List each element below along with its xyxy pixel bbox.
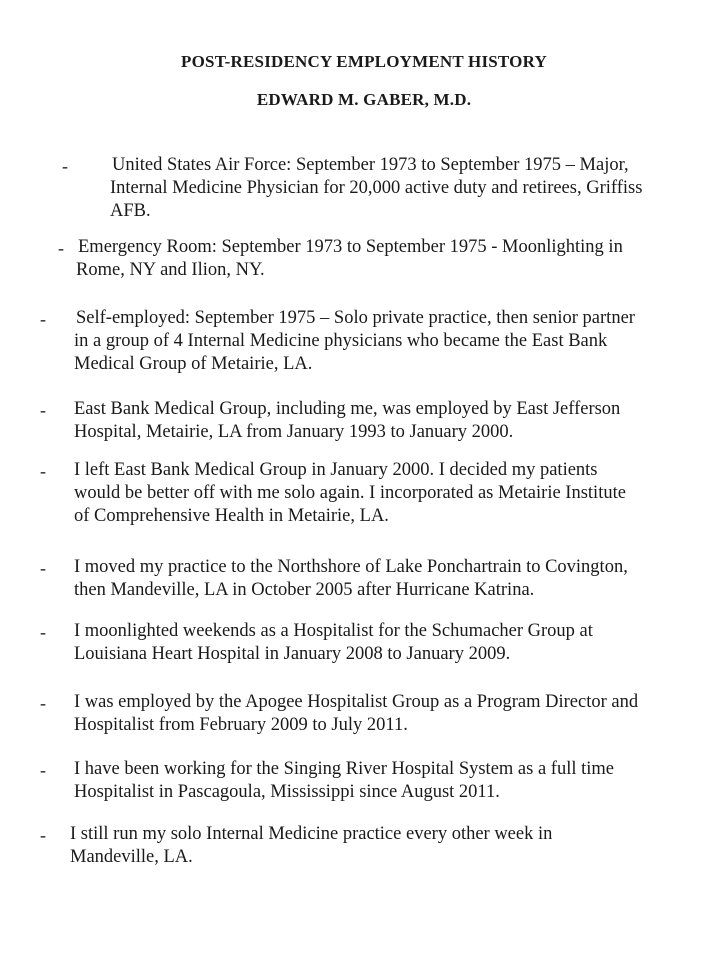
item-text-line: Hospital, Metairie, LA from January 1993 to January 2000.: [74, 422, 514, 442]
item-text-line: Self-employed: September 1975 – Solo private practice, then senior partner: [76, 308, 635, 328]
item-text-line: AFB.: [110, 201, 151, 221]
bullet-dash: -: [40, 309, 46, 329]
bullet-dash: -: [58, 238, 64, 258]
item-text-line: I moved my practice to the Northshore of Lake Ponchartrain to Covington,: [74, 557, 628, 577]
item-text-line: Rome, NY and Ilion, NY.: [76, 260, 265, 280]
item-text-line: United States Air Force: September 1973 to September 1975 – Major,: [112, 155, 629, 175]
item-text-line: East Bank Medical Group, including me, was employed by East Jefferson: [74, 399, 621, 419]
item-text-line: in a group of 4 Internal Medicine physicians who became the East Bank: [74, 331, 608, 351]
bullet-dash: -: [40, 400, 46, 420]
item-text-line: Hospitalist from February 2009 to July 2011.: [74, 715, 408, 735]
bullet-dash: -: [62, 156, 68, 176]
item-text-line: Mandeville, LA.: [70, 847, 193, 867]
item-text-line: Internal Medicine Physician for 20,000 active duty and retirees, Griffiss: [110, 178, 643, 198]
item-text-line: I moonlighted weekends as a Hospitalist for the Schumacher Group at: [74, 621, 593, 641]
bullet-dash: -: [40, 622, 46, 642]
item-text-line: of Comprehensive Health in Metairie, LA.: [74, 506, 389, 526]
item-text-line: Emergency Room: September 1973 to September 1975 - Moonlighting in: [78, 237, 623, 257]
item-text-line: Hospitalist in Pascagoula, Mississippi since August 2011.: [74, 782, 500, 802]
item-text-line: then Mandeville, LA in October 2005 after Hurricane Katrina.: [74, 580, 535, 600]
item-text-line: Medical Group of Metairie, LA.: [74, 354, 313, 374]
author-name: EDWARD M. GABER, M.D.: [256, 90, 472, 109]
bullet-dash: -: [40, 461, 46, 481]
item-text-line: I left East Bank Medical Group in January 2000. I decided my patients: [74, 460, 598, 480]
item-text-line: I still run my solo Internal Medicine practice every other week in: [70, 824, 553, 844]
item-text-line: Louisiana Heart Hospital in January 2008 to January 2009.: [74, 644, 511, 664]
item-text-line: would be better off with me solo again. I incorporated as Metairie Institute: [74, 483, 626, 503]
bullet-dash: -: [40, 825, 46, 845]
item-text-line: I have been working for the Singing River Hospital System as a full time: [74, 759, 614, 779]
item-text-line: I was employed by the Apogee Hospitalist Group as a Program Director and: [74, 692, 639, 712]
bullet-dash: -: [40, 760, 46, 780]
bullet-dash: -: [40, 693, 46, 713]
bullet-dash: -: [40, 558, 46, 578]
document-title: POST-RESIDENCY EMPLOYMENT HISTORY: [181, 52, 547, 71]
